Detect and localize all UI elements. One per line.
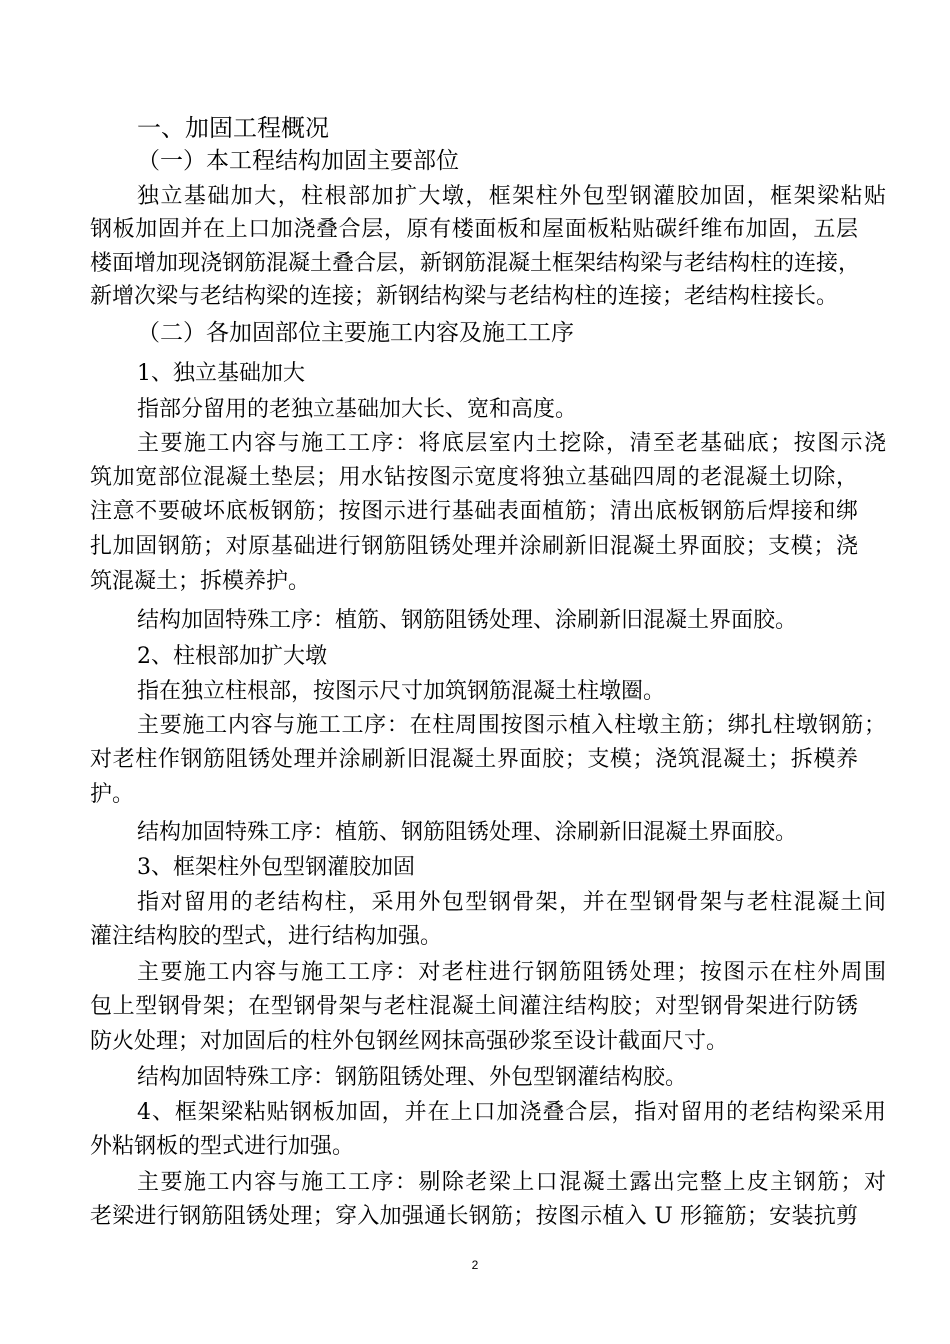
subsection-heading: （二）各加固部位主要施工内容及施工工序 [137, 320, 574, 346]
item-title: 外粘钢板的型式进行加强。 [90, 1134, 355, 1159]
special-process: 结构加固特殊工序：植筋、钢筋阻锈处理、涂刷新旧混凝土界面胶。 [137, 608, 798, 633]
paragraph-line: 筑加宽部位混凝土垫层；用水钻按图示宽度将独立基础四周的老混凝土切除， [90, 465, 858, 490]
paragraph-line: 新增次梁与老结构梁的连接；新钢结构梁与老结构柱的连接；老结构柱接长。 [90, 284, 839, 309]
paragraph-line: 主要施工内容与施工工序：将底层室内土挖除，清至老基础底；按图示浇 [137, 431, 886, 456]
paragraph-line: 扎加固钢筋；对原基础进行钢筋阻锈处理并涂刷新旧混凝土界面胶；支模；浇 [90, 534, 858, 559]
item-description: 指部分留用的老独立基础加大长、宽和高度。 [137, 397, 578, 422]
paragraph-line: 包上型钢骨架；在型钢骨架与老柱混凝土间灌注结构胶；对型钢骨架进行防锈 [90, 994, 858, 1019]
paragraph-line: 注意不要破坏底板钢筋；按图示进行基础表面植筋；清出底板钢筋后焊接和绑 [90, 499, 858, 524]
paragraph-line: 灌注结构胶的型式，进行结构加强。 [90, 924, 443, 949]
paragraph-line: 主要施工内容与施工工序：在柱周围按图示植入柱墩主筋；绑扎柱墩钢筋； [137, 713, 886, 738]
paragraph-line: 主要施工内容与施工工序：剔除老梁上口混凝土露出完整上皮主钢筋；对 [137, 1170, 886, 1195]
paragraph-line: 老梁进行钢筋阻锈处理；穿入加强通长钢筋；按图示植入 U 形箍筋；安装抗剪 [90, 1204, 858, 1229]
paragraph-line: 护。 [90, 782, 135, 807]
paragraph-line: 筑混凝土；拆模养护。 [90, 569, 311, 594]
item-description: 指在独立柱根部，按图示尺寸加筑钢筋混凝土柱墩圈。 [137, 679, 666, 704]
page-number: 2 [471, 1258, 479, 1272]
special-process: 结构加固特殊工序：钢筋阻锈处理、外包型钢灌结构胶。 [137, 1065, 688, 1090]
paragraph-line: 对老柱作钢筋阻锈处理并涂刷新旧混凝土界面胶；支模；浇筑混凝土；拆模养 [90, 747, 858, 772]
paragraph-line: 指对留用的老结构柱，采用外包型钢骨架，并在型钢骨架与老柱混凝土间 [137, 890, 886, 915]
item-title: 3、框架柱外包型钢灌胶加固 [137, 855, 415, 880]
paragraph-line: 防火处理；对加固后的柱外包钢丝网抹高强砂浆至设计截面尺寸。 [90, 1029, 729, 1054]
item-title: 1、独立基础加大 [137, 361, 305, 386]
paragraph-line: 主要施工内容与施工工序：对老柱进行钢筋阻锈处理；按图示在柱外周围 [137, 960, 886, 985]
paragraph-line: 楼面增加现浇钢筋混凝土叠合层，新钢筋混凝土框架结构梁与老结构柱的连接， [90, 251, 861, 276]
item-title: 2、柱根部加扩大墩 [137, 644, 327, 669]
subsection-heading: （一）本工程结构加固主要部位 [137, 148, 459, 174]
item-title: 4、框架梁粘贴钢板加固，并在上口加浇叠合层，指对留用的老结构梁采用 [137, 1100, 886, 1125]
special-process: 结构加固特殊工序：植筋、钢筋阻锈处理、涂刷新旧混凝土界面胶。 [137, 820, 798, 845]
paragraph-line: 钢板加固并在上口加浇叠合层，原有楼面板和屋面板粘贴碳纤维布加固，五层 [90, 217, 858, 242]
paragraph-line: 独立基础加大，柱根部加扩大墩，框架柱外包型钢灌胶加固，框架梁粘贴 [137, 184, 886, 209]
section-heading: 一、加固工程概况 [137, 114, 329, 142]
